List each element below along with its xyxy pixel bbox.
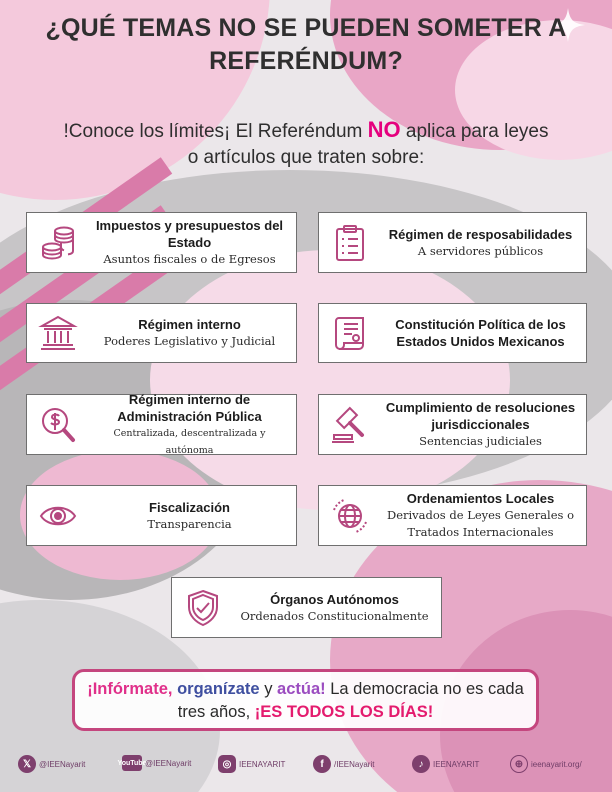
card-description: Centralizada, descentralizada y autónoma (113, 427, 266, 456)
subtitle (0, 117, 612, 171)
topic-card-fiscalizacion (26, 485, 297, 546)
topic-card-impuestos (26, 212, 297, 273)
facebook-handle: /IEENayarit (334, 759, 375, 769)
scroll-icon (330, 313, 370, 353)
money-magnifier-icon (38, 405, 78, 445)
topic-card-resoluciones (318, 394, 587, 455)
tiktok-handle: IEENAYARIT (433, 759, 480, 769)
x-link[interactable] (18, 755, 85, 773)
democracy-callout (72, 669, 539, 731)
card-heading: Órganos Autónomos (270, 591, 399, 607)
card-description: Sentencias judiciales (419, 434, 542, 448)
card-heading: Régimen interno de Administración Pública (117, 391, 262, 424)
gavel-icon (330, 405, 370, 445)
card-heading: Fiscalización (149, 499, 230, 515)
x-handle: @IEENayarit (39, 759, 86, 769)
topic-card-ordenamientos-locales (318, 485, 587, 546)
facebook-icon: f (313, 755, 331, 773)
subtitle-no: NO (367, 117, 401, 142)
facebook-link[interactable] (313, 755, 374, 773)
eye-icon (38, 496, 78, 536)
website-link[interactable] (510, 755, 582, 773)
topic-card-responsabilidades (318, 212, 587, 273)
card-heading: Impuestos y presupuestos del Estado (95, 218, 284, 250)
instagram-handle: IEENAYARIT (239, 759, 286, 769)
shield-check-icon (183, 588, 223, 628)
card-description: Ordenados Constitucionalmente (240, 608, 429, 623)
tiktok-icon: ♪ (412, 755, 430, 773)
callout-organizate: organízate (177, 680, 260, 698)
youtube-badge-top: You (117, 759, 131, 767)
card-description: A servidores públicos (417, 243, 544, 258)
x-icon: 𝕏 (18, 755, 36, 773)
government-building-icon (38, 313, 78, 353)
youtube-badge-bottom: Tube (130, 759, 147, 767)
globe-web-icon: ⊕ (510, 755, 528, 773)
callout-informate: ¡Infórmate, (87, 680, 173, 698)
card-description: Asuntos fiscales o de Egresos (103, 252, 276, 266)
card-description: Derivados de Leyes Generales o Tratados Internacionales (386, 508, 575, 539)
youtube-link[interactable] (117, 755, 192, 771)
callout-rest: La democracia no es cada (330, 680, 524, 698)
youtube-icon (117, 755, 147, 771)
card-heading: Constitución Política de los Estados Unidos Mexicanos (395, 317, 566, 349)
tiktok-link[interactable] (412, 755, 479, 773)
subtitle-line-2: o artículos que traten sobre: (187, 147, 425, 168)
instagram-icon: ◎ (218, 755, 236, 773)
card-heading: Ordenamientos Locales (406, 491, 555, 506)
card-heading: Régimen interno (138, 317, 241, 332)
card-description: Poderes Legislativo y Judicial (103, 334, 276, 348)
topic-card-administracion-publica (26, 391, 297, 456)
globe-icon (330, 496, 370, 536)
website-url: ieenayarit.org/ (531, 759, 582, 769)
card-heading: Régimen de resposabilidades (388, 226, 573, 242)
card-description: Transparencia (147, 516, 232, 531)
instagram-link[interactable] (218, 755, 285, 773)
callout-caps: ¡ES TODOS LOS DÍAS! (254, 703, 434, 721)
card-heading: Cumplimiento de resoluciones jurisdiccionales (385, 400, 576, 432)
subtitle-part-1: !Conoce los límites¡ El Referéndum (63, 121, 368, 142)
page-title (0, 12, 612, 78)
topic-card-regimen-interno (26, 303, 297, 363)
topic-card-organos-autonomos (171, 577, 442, 638)
social-footer (0, 755, 612, 779)
subtitle-part-2: aplica para leyes (400, 121, 549, 142)
topic-card-constitucion (318, 303, 587, 363)
coins-icon (38, 223, 78, 263)
callout-line-2: tres años, (177, 703, 251, 721)
title-line-1: ¿QUÉ TEMAS NO SE PUEDEN SOMETER A (45, 14, 567, 42)
callout-actua: actúa! (277, 680, 326, 698)
callout-y: y (264, 680, 273, 698)
youtube-handle: @IEENayarit (145, 758, 192, 768)
clipboard-icon (330, 223, 370, 263)
title-line-2: REFERÉNDUM? (209, 47, 403, 75)
